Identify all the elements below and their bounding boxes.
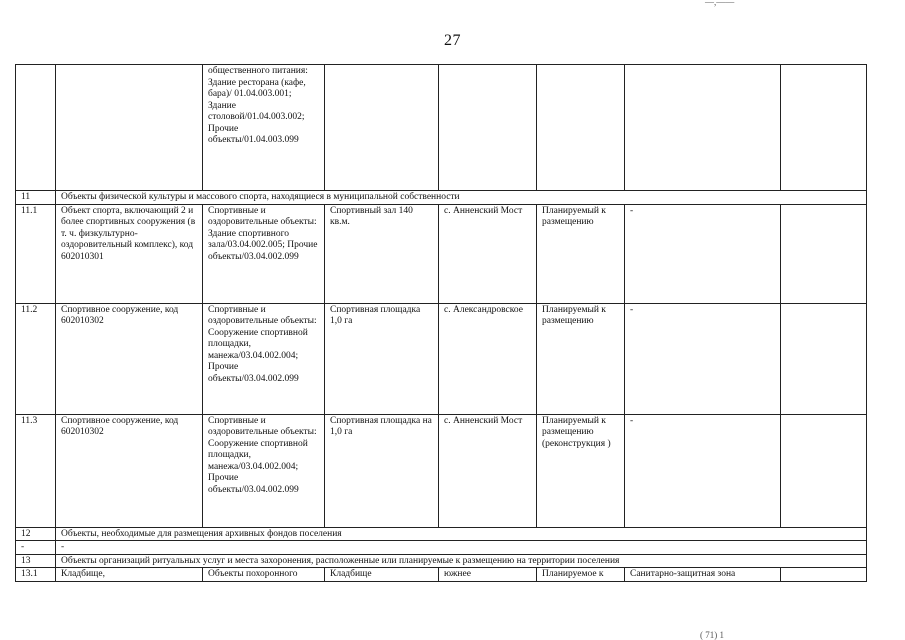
section-title: Объекты физической культуры и массового спорта, находящиеся в муниципальной собственности xyxy=(56,191,867,205)
cell-zone: Санитарно-защитная зона xyxy=(625,568,781,582)
dash-row xyxy=(16,541,867,555)
cell-extra xyxy=(781,65,867,191)
cell-name: Спортивное сооружение, код 602010302 xyxy=(56,414,203,527)
section-num: 12 xyxy=(16,527,56,541)
section-title: Объекты организаций ритуальных услуг и места захоронения, расположенные или планируемые к размещению на территории поселения xyxy=(56,554,867,568)
table-row-11-2 xyxy=(16,303,867,414)
cell-num: 11.3 xyxy=(16,414,56,527)
cell-type: Спортивные и оздоровительные объекты: Сооружение спортивной площадки, манежа/03.04.002.004; Прочие объекты/03.04.002.099 xyxy=(203,414,325,527)
cell-status: Планируемый к размещению xyxy=(537,204,625,303)
cell-num: - xyxy=(16,541,56,555)
cell-characteristic: Кладбище xyxy=(325,568,439,582)
section-num: 13 xyxy=(16,554,56,568)
cell-num: 11.2 xyxy=(16,303,56,414)
cell-location: с. Александровское xyxy=(439,303,537,414)
cell-extra xyxy=(781,568,867,582)
section-num: 11 xyxy=(16,191,56,205)
cell-location: южнее xyxy=(439,568,537,582)
cell-type: Спортивные и оздоровительные объекты: Сооружение спортивной площадки, манежа/03.04.002.004; Прочие объекты/03.04.002.099 xyxy=(203,303,325,414)
cell-num: 13.1 xyxy=(16,568,56,582)
cell-characteristic: Спортивная площадка 1,0 га xyxy=(325,303,439,414)
page-number: 27 xyxy=(444,32,461,49)
cell-zone: - xyxy=(625,414,781,527)
cell-name: Кладбище, xyxy=(56,568,203,582)
cell-zone: - xyxy=(625,303,781,414)
cell-extra xyxy=(781,414,867,527)
cell-num: 11.1 xyxy=(16,204,56,303)
cell-zone: - xyxy=(625,204,781,303)
table-row-continuation xyxy=(16,65,867,191)
cell-location: с. Анненский Мост xyxy=(439,414,537,527)
cell-num xyxy=(16,65,56,191)
table-row-11-1 xyxy=(16,204,867,303)
cell-text: - xyxy=(56,541,867,555)
cell-name: Спортивное сооружение, код 602010302 xyxy=(56,303,203,414)
cell-zone xyxy=(625,65,781,191)
cell-status xyxy=(537,65,625,191)
section-row-13 xyxy=(16,554,867,568)
cell-status: Планируемое к xyxy=(537,568,625,582)
cell-type: общественного питания: Здание ресторана (кафе, бара)/ 01.04.003.001; Здание столовой/01.04.003.002; Прочие объекты/01.04.003.099 xyxy=(203,65,325,191)
section-row-12 xyxy=(16,527,867,541)
scan-mark-bottom: ( 71) 1 xyxy=(700,630,724,640)
cell-extra xyxy=(781,303,867,414)
cell-characteristic: Спортивный зал 140 кв.м. xyxy=(325,204,439,303)
section-title: Объекты, необходимые для размещения архивных фондов поселения xyxy=(56,527,867,541)
cell-characteristic: Спортивная площадка на 1,0 га xyxy=(325,414,439,527)
cell-location: с. Анненский Мост xyxy=(439,204,537,303)
registry-table xyxy=(15,64,867,582)
cell-characteristic xyxy=(325,65,439,191)
cell-type: Спортивные и оздоровительные объекты: Здание спортивного зала/03.04.002.005; Прочие объекты/03.04.002.099 xyxy=(203,204,325,303)
section-row-11 xyxy=(16,191,867,205)
cell-type: Объекты похоронного xyxy=(203,568,325,582)
cell-name: Объект спорта, включающий 2 и более спортивных сооружения (в т. ч. физкультурно-оздоровительный комплекс), код 602010301 xyxy=(56,204,203,303)
cell-extra xyxy=(781,204,867,303)
table-row-13-1 xyxy=(16,568,867,582)
cell-status: Планируемый к размещению (реконструкция ) xyxy=(537,414,625,527)
table-row-11-3 xyxy=(16,414,867,527)
cell-status: Планируемый к размещению xyxy=(537,303,625,414)
scan-mark-top: —,—— xyxy=(705,0,735,7)
cell-location xyxy=(439,65,537,191)
cell-name xyxy=(56,65,203,191)
